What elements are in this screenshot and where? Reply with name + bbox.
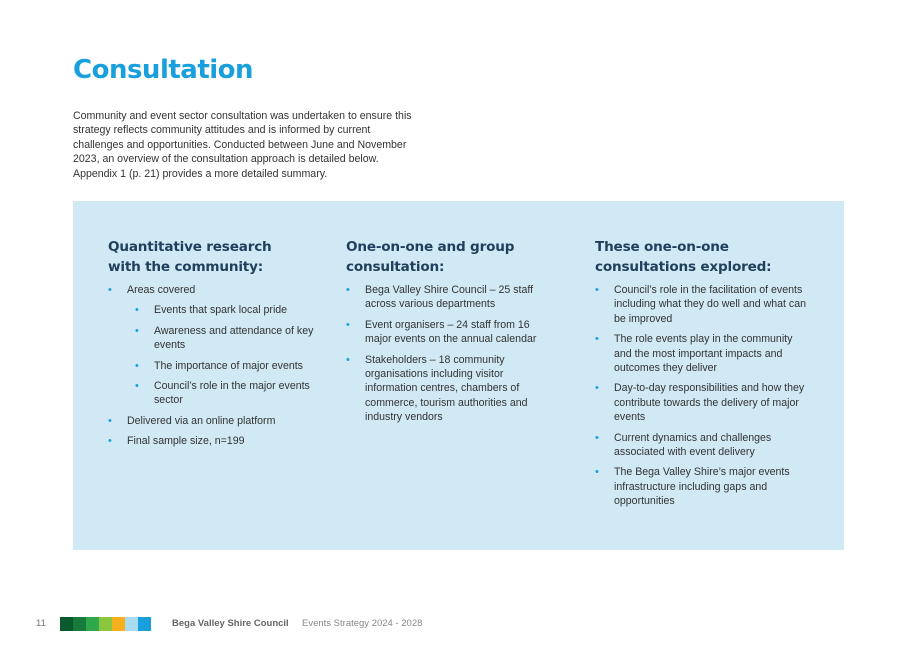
column-heading — [108, 237, 328, 277]
column-group-consultation — [346, 237, 551, 431]
list-item-text: Areas covered — [127, 284, 196, 296]
list-item-text: Council’s role in the major events sector — [154, 380, 310, 407]
bullet-icon: • — [595, 382, 599, 395]
color-swatch — [73, 617, 86, 631]
document-title: Events Strategy 2024 - 2028 — [302, 618, 423, 629]
sub-list-item — [127, 359, 328, 373]
heading-line: with the community: — [108, 259, 263, 275]
color-swatch — [125, 617, 138, 631]
color-swatch — [112, 617, 125, 631]
list-item — [595, 465, 813, 508]
heading-line: Quantitative research — [108, 239, 272, 255]
bullet-icon: • — [346, 318, 350, 331]
list-item-text: Bega Valley Shire Council – 25 staff across various departments — [365, 284, 534, 311]
page-title: Consultation — [73, 55, 254, 85]
bullet-icon: • — [135, 359, 139, 372]
bullet-icon: • — [135, 324, 139, 337]
bullet-icon: • — [108, 435, 112, 448]
list-item-text: Current dynamics and challenges associated with event delivery — [614, 431, 772, 459]
bullet-list — [346, 283, 551, 425]
column-consultations-explored — [595, 237, 813, 515]
list-item — [595, 381, 813, 424]
column-quantitative-research — [108, 237, 328, 455]
color-swatch — [99, 617, 112, 631]
list-item — [346, 353, 551, 425]
list-item — [346, 283, 551, 312]
bullet-icon: • — [108, 284, 112, 296]
list-item-text: Events that spark local pride — [154, 304, 288, 317]
heading-line: consultations explored: — [595, 259, 772, 275]
bullet-icon: • — [595, 284, 599, 296]
list-item — [108, 414, 328, 428]
list-item-text: Event organisers – 24 staff from 16 major events on the annual calendar — [365, 318, 537, 346]
color-swatch — [138, 617, 151, 631]
color-swatch — [60, 617, 73, 631]
list-item-text: Stakeholders – 18 community organisations including visitor information centres, chambers of commerce, tourism authorities and industry vendors — [365, 353, 528, 424]
heading-line: One-on-one and group — [346, 239, 515, 255]
bullet-icon: • — [595, 431, 599, 444]
list-item-text: The importance of major events — [154, 359, 303, 372]
heading-line: These one-on-one — [595, 239, 729, 255]
list-item-text: Council’s role in the facilitation of events including what they do well and what can be improved — [614, 284, 806, 325]
bullet-icon: • — [135, 380, 139, 393]
list-item — [108, 434, 328, 448]
sub-list-item — [127, 324, 328, 353]
organisation-name: Bega Valley Shire Council — [172, 618, 289, 629]
heading-line: consultation: — [346, 259, 445, 275]
list-item-text: The Bega Valley Shire’s major events infrastructure including gaps and opportunities — [614, 466, 790, 508]
bullet-list — [595, 283, 813, 509]
page-footer — [36, 617, 636, 631]
list-item — [595, 332, 813, 375]
bullet-icon: • — [346, 353, 350, 366]
intro-paragraph: Community and event sector consultation was undertaken to ensure this strategy reflects community attitudes and is informed by current challenges and opportunities. Conducted between June and November 2023, an overview of the consultation approach is detailed below. Appendix 1 (p. 21) provides a more detailed summary. — [73, 110, 412, 180]
list-item-text: Awareness and attendance of key events — [154, 324, 314, 352]
bullet-icon: • — [595, 466, 599, 479]
column-heading — [346, 237, 551, 277]
list-item — [595, 283, 813, 326]
bullet-icon: • — [135, 304, 139, 317]
bullet-icon: • — [108, 414, 112, 427]
color-swatch — [86, 617, 99, 631]
bullet-icon: • — [346, 284, 350, 296]
sub-list-item — [127, 303, 328, 317]
column-heading — [595, 237, 813, 277]
list-item-text: The role events play in the community and the most important impacts and outcomes they deliver — [614, 333, 793, 375]
list-item-text: Delivered via an online platform — [127, 414, 276, 427]
consultation-panel — [73, 201, 844, 550]
page-number: 11 — [36, 618, 46, 629]
list-item — [595, 431, 813, 460]
list-item — [346, 318, 551, 347]
list-item-text: Day-to-day responsibilities and how they contribute towards the delivery of major events — [614, 382, 805, 424]
bullet-list — [108, 283, 328, 449]
bullet-icon: • — [595, 333, 599, 346]
brand-color-bar — [60, 617, 151, 631]
list-item — [108, 283, 328, 408]
list-item-text: Final sample size, n=199 — [127, 435, 245, 448]
sub-bullet-list — [127, 303, 328, 407]
sub-list-item — [127, 379, 328, 408]
